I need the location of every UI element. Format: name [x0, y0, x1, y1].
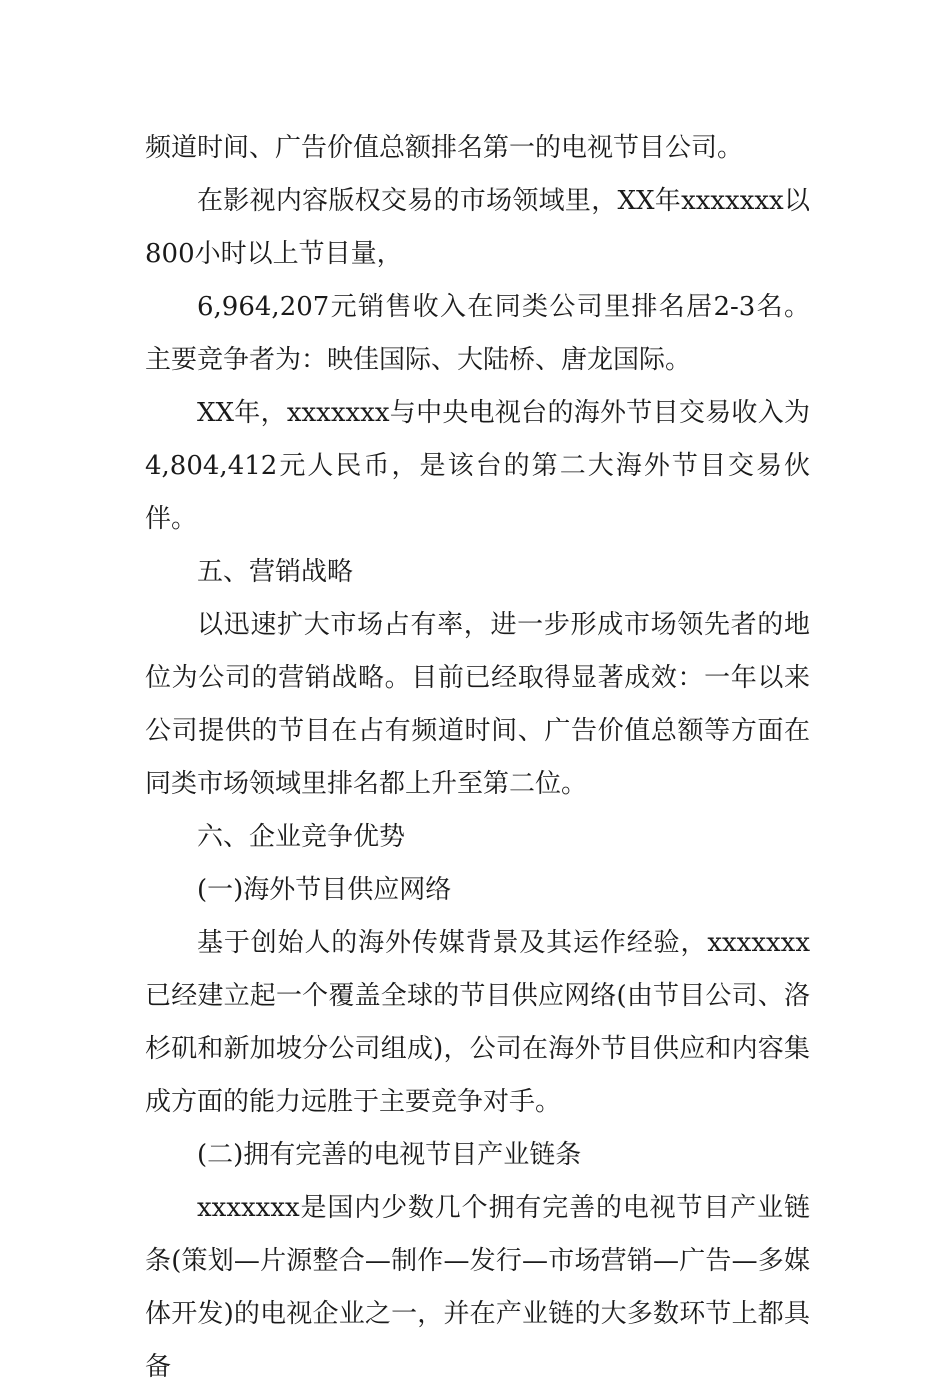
- document-body: [145, 122, 810, 1394]
- paragraph-marketing-strategy: 以迅速扩大市场占有率，进一步形成市场领先者的地位为公司的营销战略。目前已经取得显著成效：一年以来公司提供的节目在占有频道时间、广告价值总额等方面在同类市场领域里排名都上升至第二位。: [145, 610, 810, 799]
- paragraph-continuation: 频道时间、广告价值总额排名第一的电视节目公司。: [145, 133, 744, 163]
- subheading-overseas-network: (一)海外节目供应网络: [197, 875, 452, 905]
- subheading-industry-chain: (二)拥有完善的电视节目产业链条: [197, 1140, 582, 1170]
- paragraph-sales-ranking: 6,964,207元销售收入在同类公司里排名居2-3名。主要竞争者为：映佳国际、大陆桥、唐龙国际。: [145, 292, 810, 375]
- paragraph-industry-chain: xxxxxxx是国内少数几个拥有完善的电视节目产业链条(策划—片源整合—制作—发行—市场营销—广告—多媒体开发)的电视企业之一，并在产业链的大多数环节上都具备: [145, 1193, 810, 1382]
- section-heading-competitive-advantages: 六、企业竞争优势: [197, 822, 406, 852]
- paragraph-copyright-market: 在影视内容版权交易的市场领域里，XX年xxxxxxx以800小时以上节目量，: [145, 186, 810, 269]
- paragraph-overseas-network: 基于创始人的海外传媒背景及其运作经验，xxxxxxx已经建立起一个覆盖全球的节目供应网络(由节目公司、洛杉矶和新加坡分公司组成)，公司在海外节目供应和内容集成方面的能力远胜于主要竞争对手。: [145, 928, 810, 1117]
- section-heading-marketing-strategy: 五、营销战略: [197, 557, 354, 587]
- paragraph-cctv-revenue: XX年，xxxxxxx与中央电视台的海外节目交易收入为4,804,412元人民币，是该台的第二大海外节目交易伙伴。: [145, 398, 810, 534]
